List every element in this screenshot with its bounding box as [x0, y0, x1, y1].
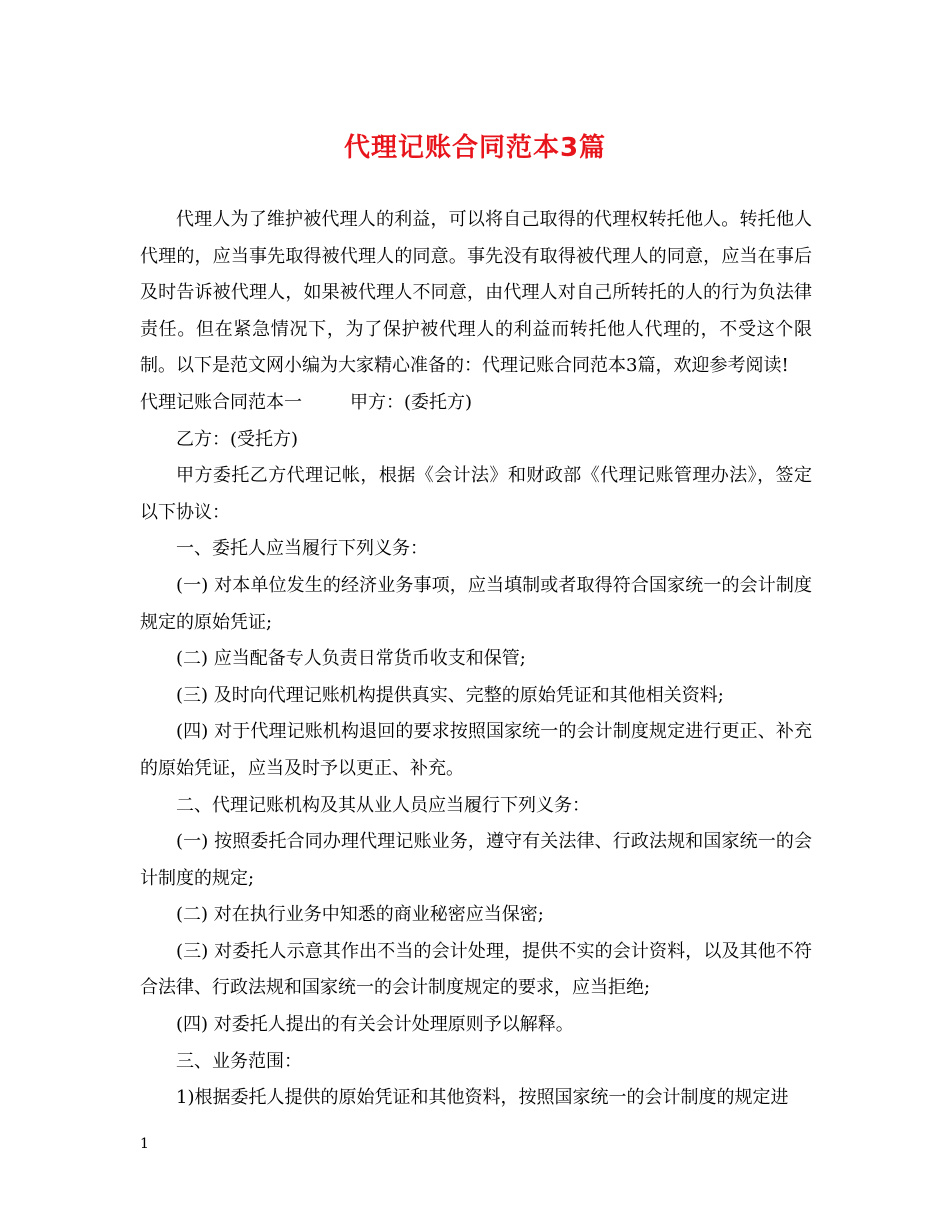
section-1-item-1: (一) 对本单位发生的经济业务事项，应当填制或者取得符合国家统一的会计制度规定的原始凭证;	[140, 574, 812, 633]
document-body	[140, 202, 812, 1117]
page-number: 1	[140, 1136, 149, 1152]
section-2-item-2: (二) 对在执行业务中知悉的商业秘密应当保密;	[176, 904, 544, 926]
section-3-item-1: 1)根据委托人提供的原始凭证和其他资料，按照国家统一的会计制度的规定进	[176, 1087, 789, 1109]
intro-paragraph: 代理人为了维护被代理人的利益，可以将自己取得的代理权转托他人。转托他人代理的，应当事先取得被代理人的同意。事先没有取得被代理人的同意，应当在事后及时告诉被代理人，如果被代理人不同意，由代理人对自己所转托的人的行为负法律责任。但在紧急情况下，为了保护被代理人的利益而转托他人代理的，不受这个限制。以下是范文网小编为大家精心准备的：代理记账合同范本3篇，欢迎参考阅读!	[140, 209, 812, 377]
section-1-item-2: (二) 应当配备专人负责日常货币收支和保管;	[176, 648, 526, 670]
section-1-item-3: (三) 及时向代理记账机构提供真实、完整的原始凭证和其他相关资料;	[176, 684, 724, 706]
agreement-paragraph: 甲方委托乙方代理记帐，根据《会计法》和财政部《代理记账管理办法》，签定以下协议：	[140, 465, 812, 523]
section-2-item-3: (三) 对委托人示意其作出不当的会计处理，提供不实的会计资料，以及其他不符合法律、行政法规和国家统一的会计制度规定的要求，应当拒绝;	[140, 940, 812, 999]
section-2-heading: 二、代理记账机构及其从业人员应当履行下列义务：	[176, 794, 590, 816]
section-2-item-1: (一) 按照委托合同办理代理记账业务，遵守有关法律、行政法规和国家统一的会计制度的规定;	[140, 831, 812, 889]
section-3-heading: 三、业务范围：	[176, 1050, 302, 1072]
contract-heading-line	[140, 385, 812, 422]
section-2-item-4: (四) 对委托人提出的有关会计处理原则予以解释。	[176, 1014, 574, 1036]
document-title: 代理记账合同范本3篇	[343, 133, 607, 163]
party-a: 甲方：(委托方)	[350, 391, 473, 413]
contract-heading: 代理记账合同范本一	[140, 391, 302, 413]
section-1-heading: 一、委托人应当履行下列义务：	[176, 538, 428, 560]
section-1-item-4: (四) 对于代理记账机构退回的要求按照国家统一的会计制度规定进行更正、补充的原始凭证，应当及时予以更正、补充。	[140, 721, 812, 779]
party-b: 乙方：(受托方)	[176, 428, 299, 450]
